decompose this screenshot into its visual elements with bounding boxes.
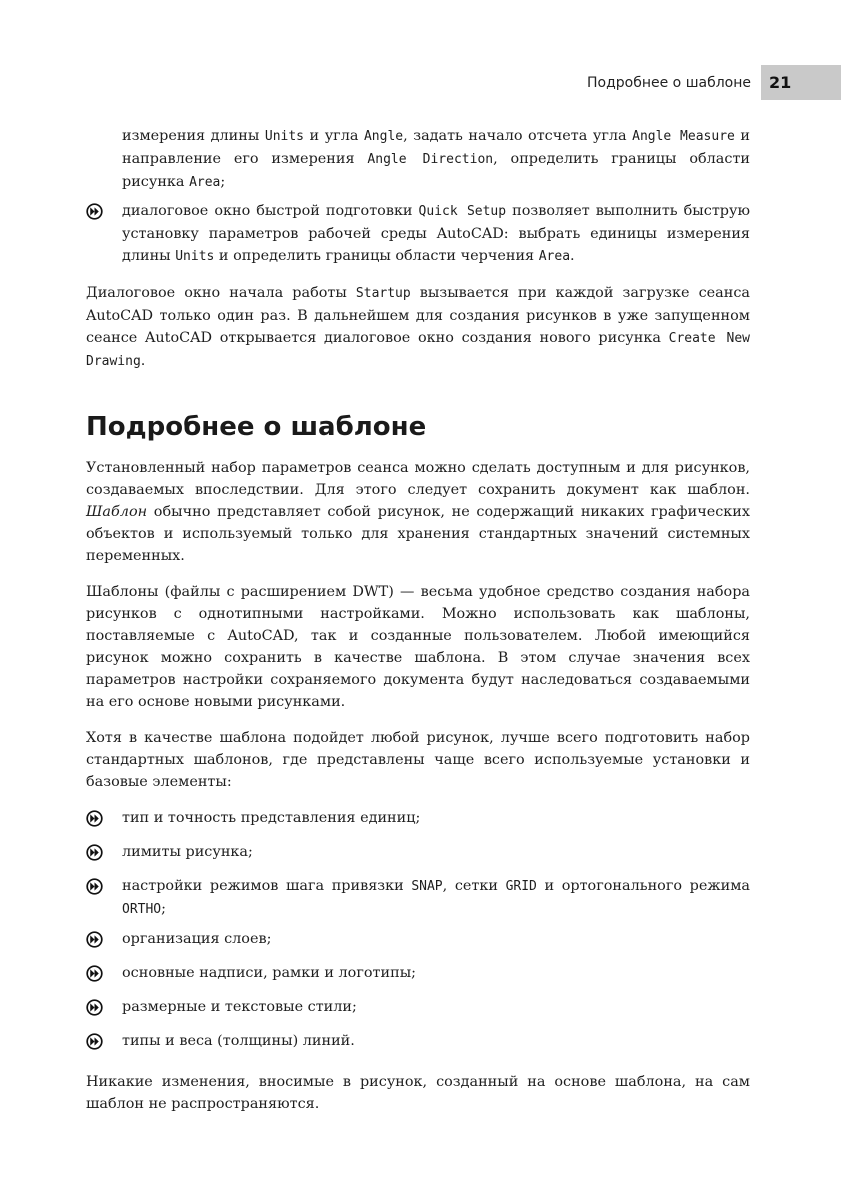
list-item: [86, 841, 750, 868]
list-item: [86, 928, 750, 955]
list-item-text: лимиты рисунка;: [122, 844, 253, 860]
list-item-text: размерные и текстовые стили;: [122, 999, 357, 1015]
double-chevron-right-icon: [86, 928, 122, 955]
list-item: [86, 962, 750, 989]
running-title: Подробнее о шаблоне: [586, 74, 751, 91]
paragraph-startup: Диалоговое окно начала работы Startup вызывается при каждой загрузке сеанса AutoCAD только один раз. В дальнейшем для создания рисунков в уже запущенном сеансе AutoCAD открывается диалоговое окно создания нового рисунка Create New Drawing.: [86, 285, 750, 369]
double-chevron-right-icon: [86, 1030, 122, 1057]
paragraph-dwt-files: Шаблоны (файлы с расширением DWT) — весьма удобное средство создания набора рисунков с однотипными настройками. Можно использовать как шаблоны, поставляемые с AutoCAD, так и созданные пользователем. Любой имеющийся рисунок можно сохранить в качестве шаблона. В этом случае значения всех параметров настройки сохраняемого документа будут наследоваться создаваемыми на его основе новыми рисунками.: [86, 584, 750, 710]
list-item: [86, 1030, 750, 1057]
list-item: [86, 200, 750, 268]
double-chevron-right-icon: [86, 996, 122, 1023]
list-item: [86, 996, 750, 1023]
page-header: [587, 65, 841, 100]
page-number: 21: [761, 65, 841, 100]
double-chevron-right-icon: [86, 841, 122, 868]
list-item-text: типы и веса (толщины) линий.: [122, 1033, 355, 1049]
double-chevron-right-icon: [86, 807, 122, 834]
template-elements-list: [86, 807, 750, 1057]
paragraph-template-intro: Установленный набор параметров сеанса можно сделать доступным и для рисунков, создаваемых впоследствии. Для этого следует сохранить документ как шаблон. Шаблон обычно представляет собой рисунок, не содержащий никаких графических объектов и используемый только для хранения стандартных значений системных переменных.: [86, 460, 750, 564]
list-item: [86, 807, 750, 834]
page-content: [86, 125, 750, 1129]
double-chevron-right-icon: [86, 962, 122, 989]
list-item-text: тип и точность представления единиц;: [122, 810, 421, 826]
list-item-text: организация слоев;: [122, 931, 272, 947]
double-chevron-right-icon: [86, 200, 122, 268]
list-item-continuation: измерения длины Units и угла Angle, задать начало отсчета угла Angle Measure и направление его измерения Angle Direction, определить границы области рисунка Area;: [122, 128, 750, 190]
paragraph-final: Никакие изменения, вносимые в рисунок, созданный на основе шаблона, на сам шаблон не распространяются.: [86, 1074, 750, 1112]
list-item: [86, 875, 750, 921]
paragraph-standard-templates: Хотя в качестве шаблона подойдет любой рисунок, лучше всего подготовить набор стандартных шаблонов, где представлены чаще всего используемые установки и базовые элементы:: [86, 730, 750, 790]
list-item-text: диалоговое окно быстрой подготовки Quick Setup позволяет выполнить быструю установку параметров рабочей среды AutoCAD: выбрать единицы измерения длины Units и определить границы области черчения Area.: [122, 203, 750, 264]
list-item-text: настройки режимов шага привязки SNAP, сетки GRID и ортогонального режима ORTHO;: [122, 878, 750, 917]
double-chevron-right-icon: [86, 875, 122, 921]
list-item-text: основные надписи, рамки и логотипы;: [122, 965, 416, 981]
section-heading: Подробнее о шаблоне: [86, 412, 427, 442]
